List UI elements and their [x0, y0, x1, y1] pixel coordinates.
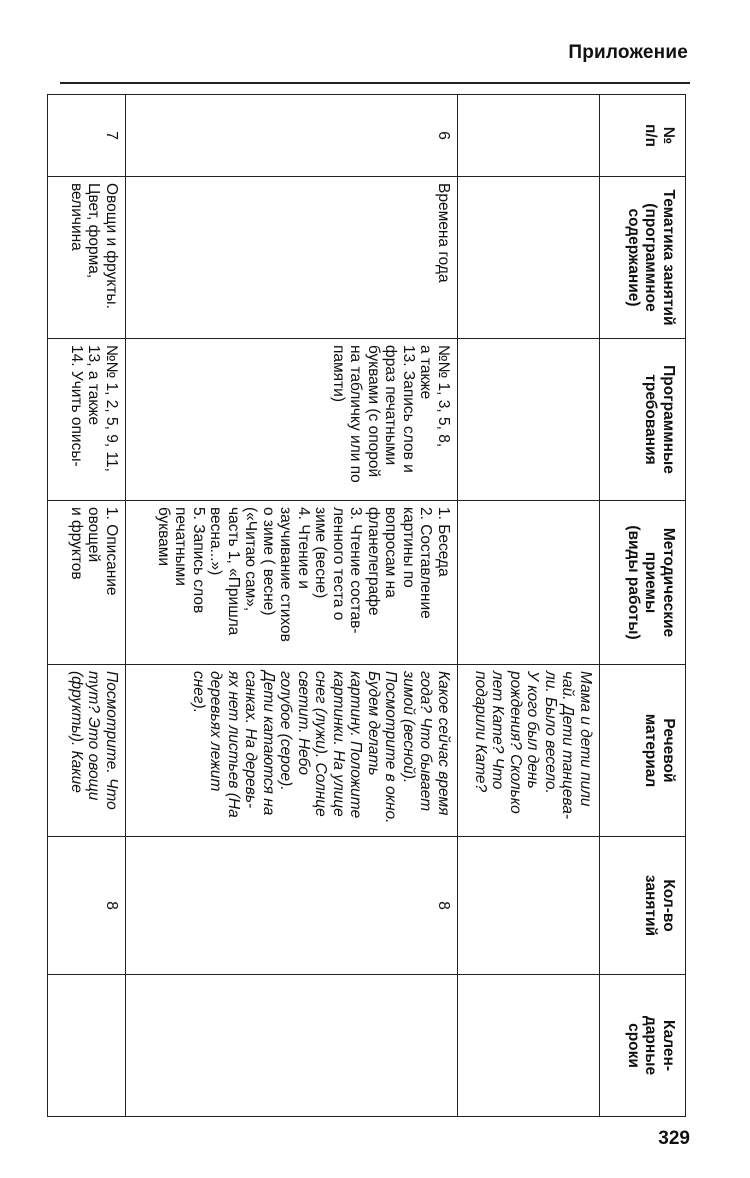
cell-methods: 1. Беседа 2. Составление картины по вопросам на фланелеграфе 3. Чтение состав- ленного теста о зиме (весне) 4. Чтение и заучивание стихов о зиме ( весне) («Читаю сам», часть 1, «Пришла весна...») 5. Запись слов печатными буквами	[126, 501, 458, 665]
column-header-methods: Методические приемы (виды работы)	[600, 501, 686, 665]
column-header-lesson-count: Кол-во занятий	[600, 837, 686, 975]
running-header: Приложение	[568, 42, 688, 63]
cell-topic: Времена года	[126, 177, 458, 339]
cell-methods: 1. Описание овощей и фруктов	[48, 501, 126, 665]
column-header-topic: Тематика занятий (программное содержание)	[600, 177, 686, 339]
cell-lesson-count	[458, 837, 600, 975]
cell-speech-material: Посмотрите. Что тут? Это овощи (фрукты). Какие	[48, 665, 126, 837]
table-row	[48, 95, 126, 1117]
cell-calendar-dates	[126, 975, 458, 1117]
column-header-speech-material: Речевой материал	[600, 665, 686, 837]
column-header-requirements: Программные требования	[600, 339, 686, 501]
cell-topic	[458, 177, 600, 339]
header-divider	[60, 82, 690, 84]
cell-speech-material: Какое сейчас время года? Что бывает зимой (весной). Посмотрите в окно. Будем делать картину. Положите картинки. На улице снег (лужи). Солнце светит. Небо голубое (серое). Дети катаются на санках. На деревь- ях нет листьев (На деревьях лежит снег).	[126, 665, 458, 837]
cell-requirements	[458, 339, 600, 501]
cell-lesson-count: 8	[126, 837, 458, 975]
cell-speech-material: Мама и дети пили чай. Дети танцева- ли. Было весело. У кого был день рождения? Сколько лет Кате? Что подарили Кате?	[458, 665, 600, 837]
rotated-table-wrapper	[68, 94, 686, 1116]
column-header-number: № п/п	[600, 95, 686, 177]
table-header-row	[600, 95, 686, 1117]
page-number: 329	[658, 1128, 690, 1149]
cell-calendar-dates	[48, 975, 126, 1117]
column-header-calendar-dates: Кален- дарные сроки	[600, 975, 686, 1117]
cell-number	[458, 95, 600, 177]
cell-requirements: №№ 1, 3, 5, 8, а также 13. Запись слов и фраз печатными буквами (с опорой на табличку или по памяти)	[126, 339, 458, 501]
cell-lesson-count: 8	[48, 837, 126, 975]
cell-requirements: №№ 1, 2, 5, 9, 11, 13, а также 14. Учить описы-	[48, 339, 126, 501]
curriculum-table	[47, 94, 686, 1117]
cell-calendar-dates	[458, 975, 600, 1117]
table-row	[458, 95, 600, 1117]
cell-number: 6	[126, 95, 458, 177]
cell-methods	[458, 501, 600, 665]
cell-number: 7	[48, 95, 126, 177]
cell-topic: Овощи и фрукты. Цвет, форма, величина	[48, 177, 126, 339]
table-row	[126, 95, 458, 1117]
